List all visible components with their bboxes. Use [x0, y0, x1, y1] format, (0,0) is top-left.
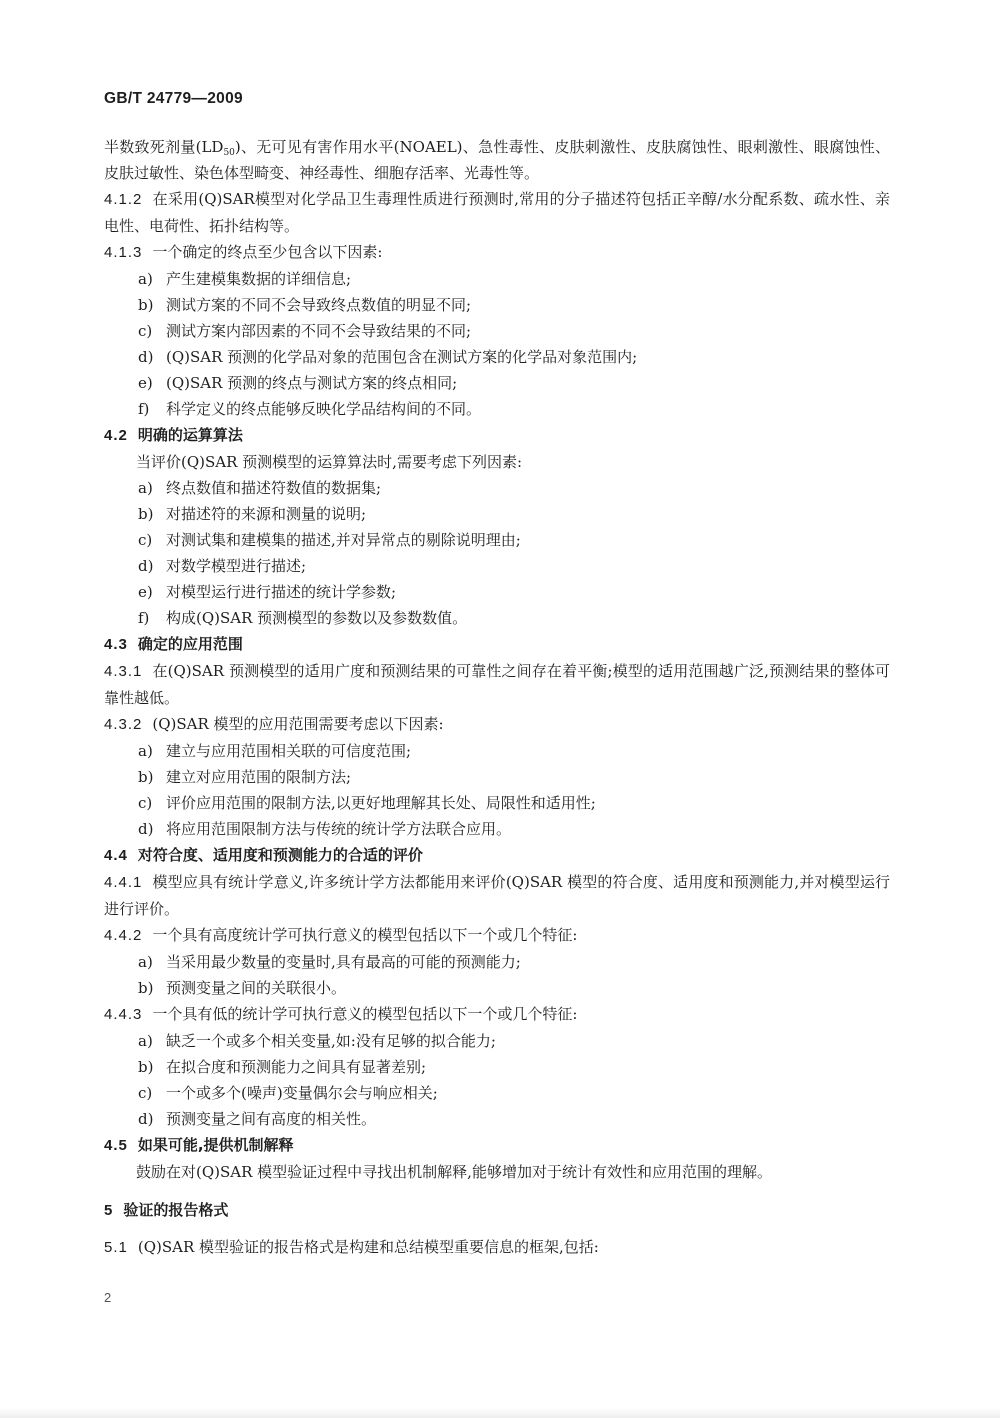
list-item: d) 对数学模型进行描述; — [138, 557, 307, 575]
list-item: b) 建立对应用范围的限制方法; — [138, 768, 352, 786]
list-item: a) 当采用最少数量的变量时,具有最高的可能的预测能力; — [138, 953, 521, 971]
paragraph-4-5: 鼓励在对(Q)SAR 模型验证过程中寻找出机制解释,能够增加对于统计有效性和应用范围的理解。 — [136, 1163, 772, 1181]
clause-4-1-3: 4.1.3 一个确定的终点至少包含以下因素: — [104, 243, 383, 261]
section-heading-4-5: 4.5 如果可能,提供机制解释 — [104, 1136, 294, 1154]
section-heading-4-3: 4.3 确定的应用范围 — [104, 635, 243, 653]
clause-4-4-2: 4.4.2 一个具有高度统计学可执行意义的模型包括以下一个或几个特征: — [104, 926, 578, 944]
list-item: b) 测试方案的不同不会导致终点数值的明显不同; — [138, 296, 472, 314]
page-bottom-edge — [0, 1408, 1000, 1418]
list-item: f) 构成(Q)SAR 预测模型的参数以及参数数值。 — [138, 609, 468, 627]
list-item: b) 对描述符的来源和测量的说明; — [138, 505, 367, 523]
list-item: a) 缺乏一个或多个相关变量,如:没有足够的拟合能力; — [138, 1032, 496, 1050]
page-number: 2 — [104, 1290, 112, 1305]
chapter-heading-5: 5 验证的报告格式 — [104, 1201, 229, 1219]
clause-4-1-2: 4.1.2 在采用(Q)SAR模型对化学品卫生毒理性质进行预测时,常用的分子描述符包括正辛醇/水分配系数、疏水性、亲电性、电荷性、拓扑结构等。 — [104, 190, 890, 235]
list-item: a) 建立与应用范围相关联的可信度范围; — [138, 742, 412, 760]
clause-4-4-3: 4.4.3 一个具有低的统计学可执行意义的模型包括以下一个或几个特征: — [104, 1005, 578, 1023]
section-heading-4-4: 4.4 对符合度、适用度和预测能力的合适的评价 — [104, 846, 423, 864]
document-body — [104, 134, 890, 1261]
list-item: c) 对测试集和建模集的描述,并对异常点的剔除说明理由; — [138, 531, 521, 549]
list-item: c) 一个或多个(噪声)变量偶尔会与响应相关; — [138, 1084, 438, 1102]
list-item: b) 在拟合度和预测能力之间具有显著差别; — [138, 1058, 427, 1076]
list-item: a) 终点数值和描述符数值的数据集; — [138, 479, 382, 497]
clause-4-3-1: 4.3.1 在(Q)SAR 预测模型的适用广度和预测结果的可靠性之间存在着平衡;模型的适用范围越广泛,预测结果的整体可靠性越低。 — [104, 662, 890, 707]
list-item: d) 将应用范围限制方法与传统的统计学方法联合应用。 — [138, 820, 512, 838]
list-item: e) (Q)SAR 预测的终点与测试方案的终点相同; — [138, 374, 458, 392]
standard-code-header: GB/T 24779—2009 — [104, 90, 243, 107]
list-item: f) 科学定义的终点能够反映化学品结构间的不同。 — [138, 400, 482, 418]
list-item: b) 预测变量之间的关联很小。 — [138, 979, 347, 997]
clause-5-1: 5.1 (Q)SAR 模型验证的报告格式是构建和总结模型重要信息的框架,包括: — [104, 1238, 599, 1256]
clause-4-3-2: 4.3.2 (Q)SAR 模型的应用范围需要考虑以下因素: — [104, 715, 444, 733]
continued-paragraph: 半数致死剂量$(LD_{50})$、无可见有害作用水平(NOAEL)、急性毒性、皮肤刺激性、皮肤腐蚀性、眼刺激性、眼腐蚀性、皮肤过敏性、染色体型畸变、神经毒性、细胞存活率、光毒性等。 — [104, 138, 890, 182]
list-item: d) (Q)SAR 预测的化学品对象的范围包含在测试方案的化学品对象范围内; — [138, 348, 638, 366]
section-heading-4-2: 4.2 明确的运算算法 — [104, 426, 243, 444]
list-item: c) 评价应用范围的限制方法,以更好地理解其长处、局限性和适用性; — [138, 794, 596, 812]
paragraph-4-2: 当评价(Q)SAR 预测模型的运算算法时,需要考虑下列因素: — [136, 453, 522, 471]
clause-4-4-1: 4.4.1 模型应具有统计学意义,许多统计学方法都能用来评价(Q)SAR 模型的符合度、适用度和预测能力,并对模型运行进行评价。 — [104, 873, 890, 918]
list-item: a) 产生建模集数据的详细信息; — [138, 270, 352, 288]
list-item: c) 测试方案内部因素的不同不会导致结果的不同; — [138, 322, 472, 340]
list-item: d) 预测变量之间有高度的相关性。 — [138, 1110, 377, 1128]
list-item: e) 对模型运行进行描述的统计学参数; — [138, 583, 397, 601]
